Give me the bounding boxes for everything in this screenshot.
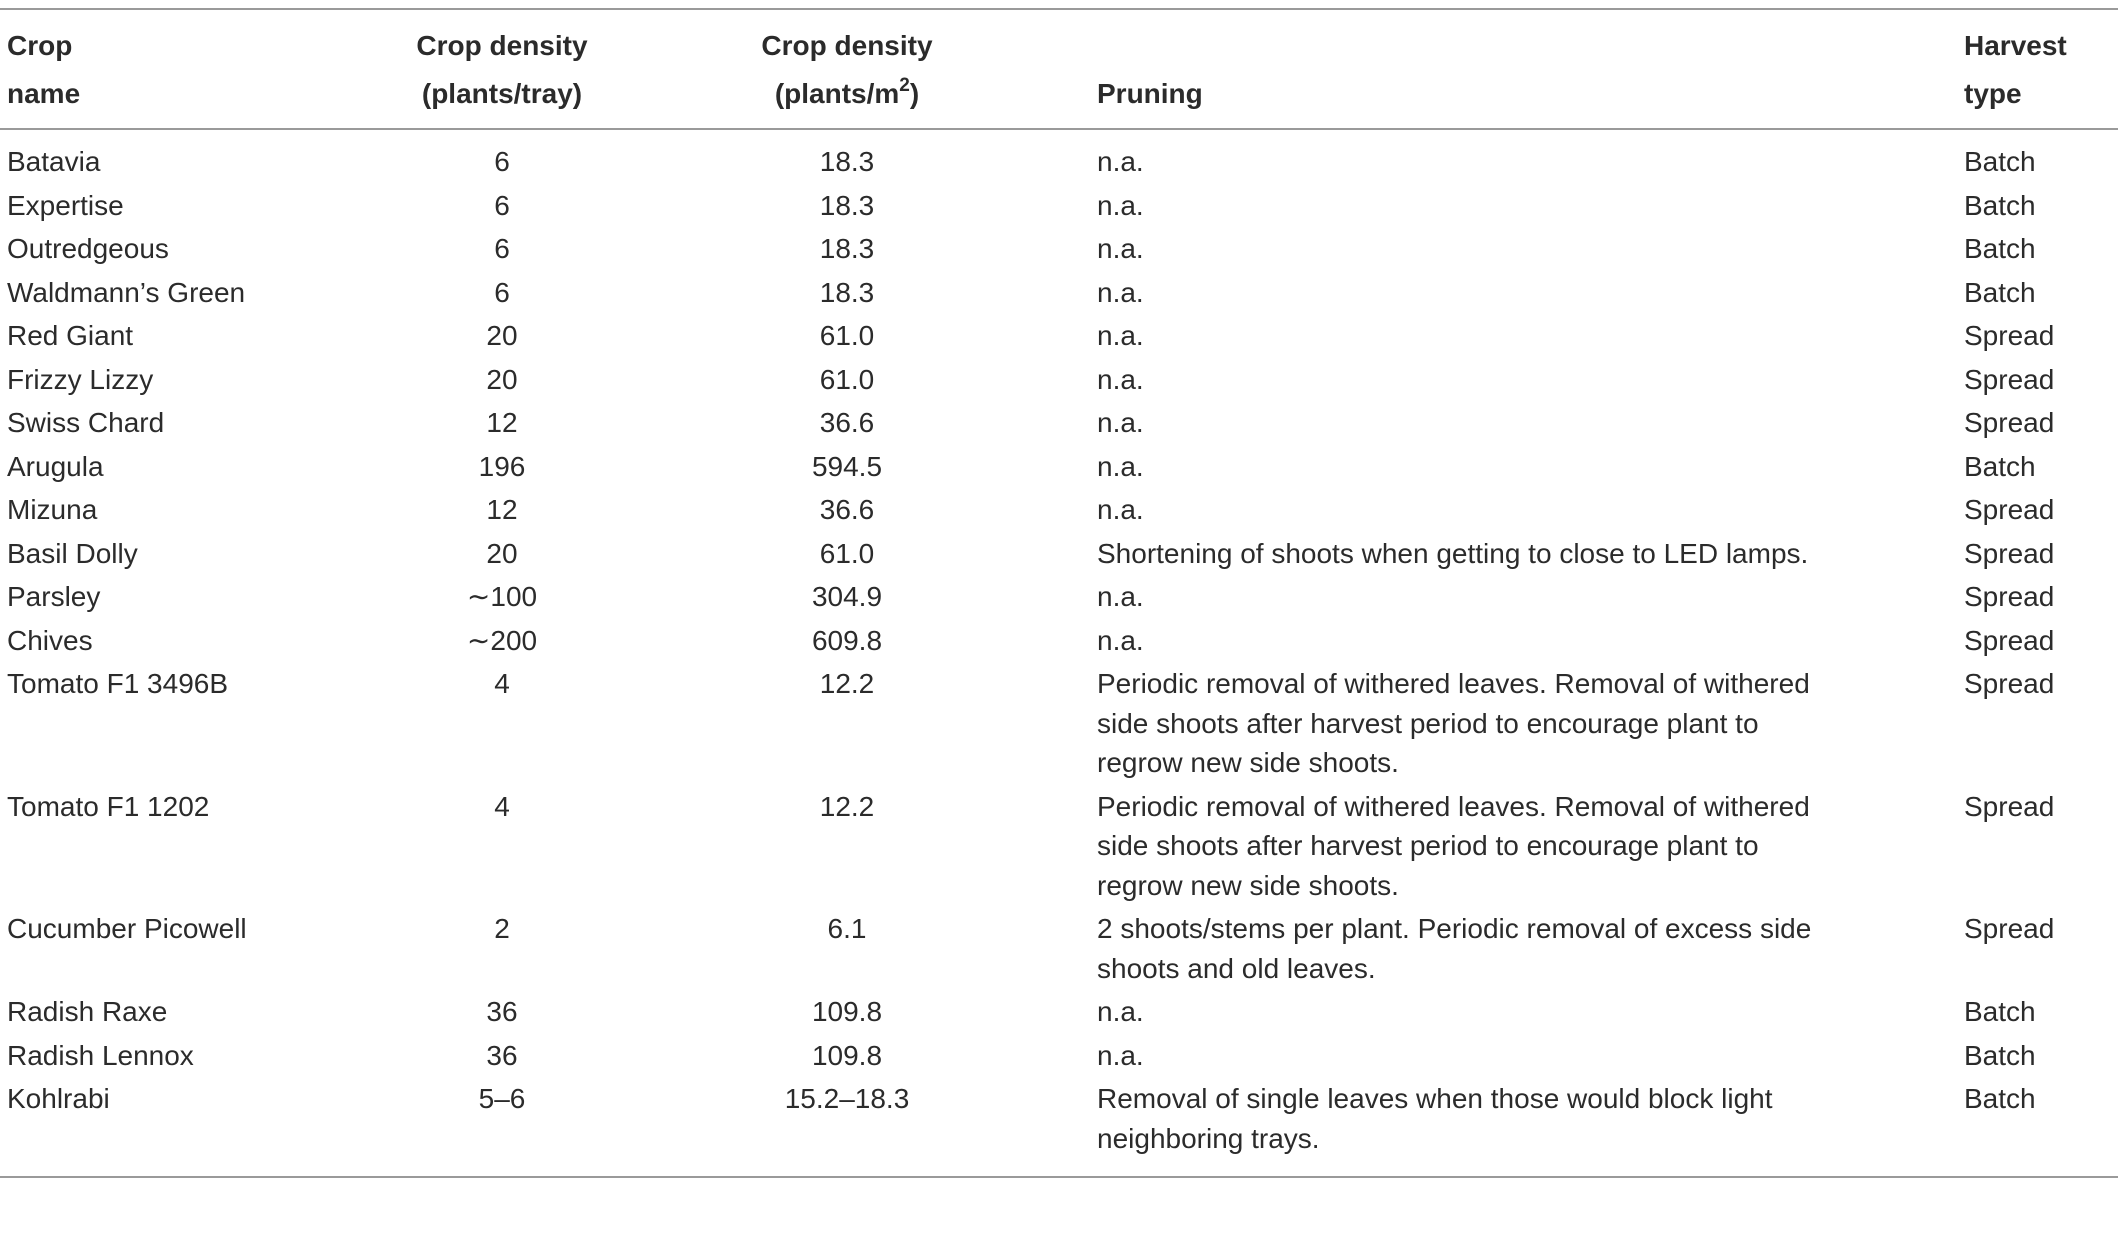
cell-density-tray: 4 [494,790,510,822]
cell-harvest-type: Batch [1964,996,2036,1027]
cell-density-tray: 6 [494,276,510,308]
header-harvest-line1: Harvest [1964,30,2067,61]
table-row [0,488,2118,532]
header-pruning [1052,9,1962,129]
cell-crop-name: Red Giant [7,320,134,351]
cell-harvest-type: Batch [1964,233,2036,264]
cell-pruning: n.a. [1097,624,1144,656]
table-row [0,314,2118,358]
cell-crop-name: Swiss Chard [7,407,165,438]
cell-density-m2: 61.0 [819,537,875,569]
table-row [0,785,2118,908]
cell-density-tray: 5–6 [478,1083,526,1114]
header-pruning-label: Pruning [1097,78,1203,109]
cell-harvest-type: Batch [1964,450,2036,482]
header-density-m2-suffix: ) [909,78,920,109]
cell-harvest-type: Batch [1964,146,2036,177]
cell-harvest-type: Spread [1964,668,2055,699]
cell-pruning: n.a. [1097,450,1144,482]
cell-density-m2: 61.0 [819,320,875,351]
cell-crop-name: Tomato F1 1202 [7,790,210,822]
cell-pruning: n.a. [1097,189,1144,221]
header-density-tray [362,9,642,129]
header-density-m2-prefix: (plants/m [774,78,900,109]
cell-density-m2: 18.3 [819,146,875,177]
header-row [0,9,2118,129]
cell-pruning: n.a. [1097,363,1144,395]
cell-pruning: n.a. [1097,146,1144,177]
cell-density-m2: 6.1 [827,913,867,944]
header-crop-name [0,9,362,129]
cell-density-tray: ∼100 [466,581,538,612]
header-harvest-line2: type [1964,78,2022,109]
table-row [0,358,2118,402]
header-density-m2-sup: 2 [899,74,910,96]
table-row [0,227,2118,271]
cell-crop-name: Batavia [7,146,101,177]
cell-density-tray: 6 [494,189,510,221]
cell-pruning: n.a. [1097,996,1144,1027]
crop-table-container [0,8,2118,1178]
cell-density-m2: 15.2–18.3 [784,1083,910,1114]
cell-crop-name: Frizzy Lizzy [7,363,154,395]
cell-density-tray: 36 [486,1039,518,1071]
table-row [0,271,2118,315]
cell-crop-name: Radish Lennox [7,1039,194,1071]
table-row [0,907,2118,990]
cell-harvest-type: Spread [1964,790,2055,822]
cell-pruning: n.a. [1097,320,1144,351]
cell-pruning: n.a. [1097,233,1144,264]
cell-harvest-type: Batch [1964,189,2036,221]
cell-density-m2: 36.6 [819,494,875,525]
cell-pruning: n.a. [1097,494,1144,525]
cell-density-m2: 36.6 [819,407,875,438]
cell-harvest-type: Spread [1964,537,2055,569]
table-header [0,9,2118,129]
cell-pruning: n.a. [1097,1039,1144,1071]
table-row [0,401,2118,445]
cell-crop-name: Waldmann’s Green [7,276,246,308]
cell-crop-name: Parsley [7,581,101,612]
cell-density-m2: 18.3 [819,233,875,264]
cell-density-m2: 109.8 [811,1039,883,1071]
cell-density-tray: 2 [494,913,510,944]
cell-crop-name: Kohlrabi [7,1083,110,1114]
header-density-tray-line1: Crop density [416,30,588,61]
cell-harvest-type: Spread [1964,913,2055,944]
table-row [0,445,2118,489]
table-row [0,990,2118,1034]
cell-crop-name: Basil Dolly [7,537,138,569]
header-harvest-type [1962,9,2118,129]
cell-crop-name: Outredgeous [7,233,169,264]
cell-density-m2: 18.3 [819,189,875,221]
cell-density-m2: 18.3 [819,276,875,308]
cell-harvest-type: Spread [1964,407,2055,438]
cell-density-tray: 12 [486,494,518,525]
cell-harvest-type: Spread [1964,320,2055,351]
header-density-m2 [642,9,1052,129]
cell-crop-name: Tomato F1 3496B [7,668,229,699]
cell-density-tray: 6 [494,146,510,177]
cell-density-tray: 20 [486,320,518,351]
cell-pruning: 2 shoots/stems per plant. Periodic removal of excess side shoots and old leaves. [1097,913,1812,984]
cell-harvest-type: Spread [1964,624,2055,656]
cell-harvest-type: Batch [1964,276,2036,308]
cell-density-tray: 196 [478,450,526,482]
cell-harvest-type: Spread [1964,494,2055,525]
cell-density-m2: 12.2 [819,668,875,699]
cell-harvest-type: Spread [1964,363,2055,395]
cell-density-tray: 12 [486,407,518,438]
cell-pruning: Shortening of shoots when getting to close to LED lamps. [1097,537,1809,569]
cell-crop-name: Cucumber Picowell [7,913,247,944]
cell-density-tray: 20 [486,363,518,395]
cell-harvest-type: Spread [1964,581,2055,612]
header-crop-name-line1: Crop [7,30,73,61]
table-row [0,619,2118,663]
cell-crop-name: Expertise [7,189,124,221]
cell-pruning: Periodic removal of withered leaves. Removal of withered side shoots after harvest period to encourage plant to regrow new side shoots. [1097,790,1810,901]
cell-harvest-type: Batch [1964,1083,2036,1114]
cell-pruning: n.a. [1097,276,1144,308]
cell-density-tray: 6 [494,233,510,264]
table-row [0,662,2118,785]
table-row [0,532,2118,576]
header-density-tray-line2: (plants/tray) [421,78,583,109]
cell-crop-name: Chives [7,624,93,656]
header-density-m2-line2 [774,74,920,109]
cell-pruning: n.a. [1097,407,1144,438]
cell-pruning: Removal of single leaves when those would block light neighboring trays. [1097,1083,1773,1154]
cell-density-m2: 61.0 [819,363,875,395]
table-body [0,129,2118,1177]
header-density-m2-line1: Crop density [761,30,933,61]
cell-density-m2: 609.8 [811,624,883,656]
cell-crop-name: Radish Raxe [7,996,168,1027]
table-row [0,575,2118,619]
cell-density-m2: 12.2 [819,790,875,822]
cell-density-m2: 594.5 [811,450,883,482]
cell-harvest-type: Batch [1964,1039,2036,1071]
cell-crop-name: Mizuna [7,494,98,525]
cell-density-m2: 109.8 [811,996,883,1027]
cell-density-tray: 20 [486,537,518,569]
cell-density-tray: ∼200 [466,624,538,656]
table-row [0,129,2118,184]
cell-density-tray: 36 [486,996,518,1027]
table-row [0,1077,2118,1177]
cell-pruning: Periodic removal of withered leaves. Removal of withered side shoots after harvest period to encourage plant to regrow new side shoots. [1097,668,1810,778]
crop-table [0,8,2118,1178]
cell-density-m2: 304.9 [811,581,883,612]
table-row [0,184,2118,228]
header-crop-name-line2: name [7,78,81,109]
cell-crop-name: Arugula [7,450,104,482]
table-row [0,1034,2118,1078]
cell-density-tray: 4 [494,668,510,699]
cell-pruning: n.a. [1097,581,1144,612]
